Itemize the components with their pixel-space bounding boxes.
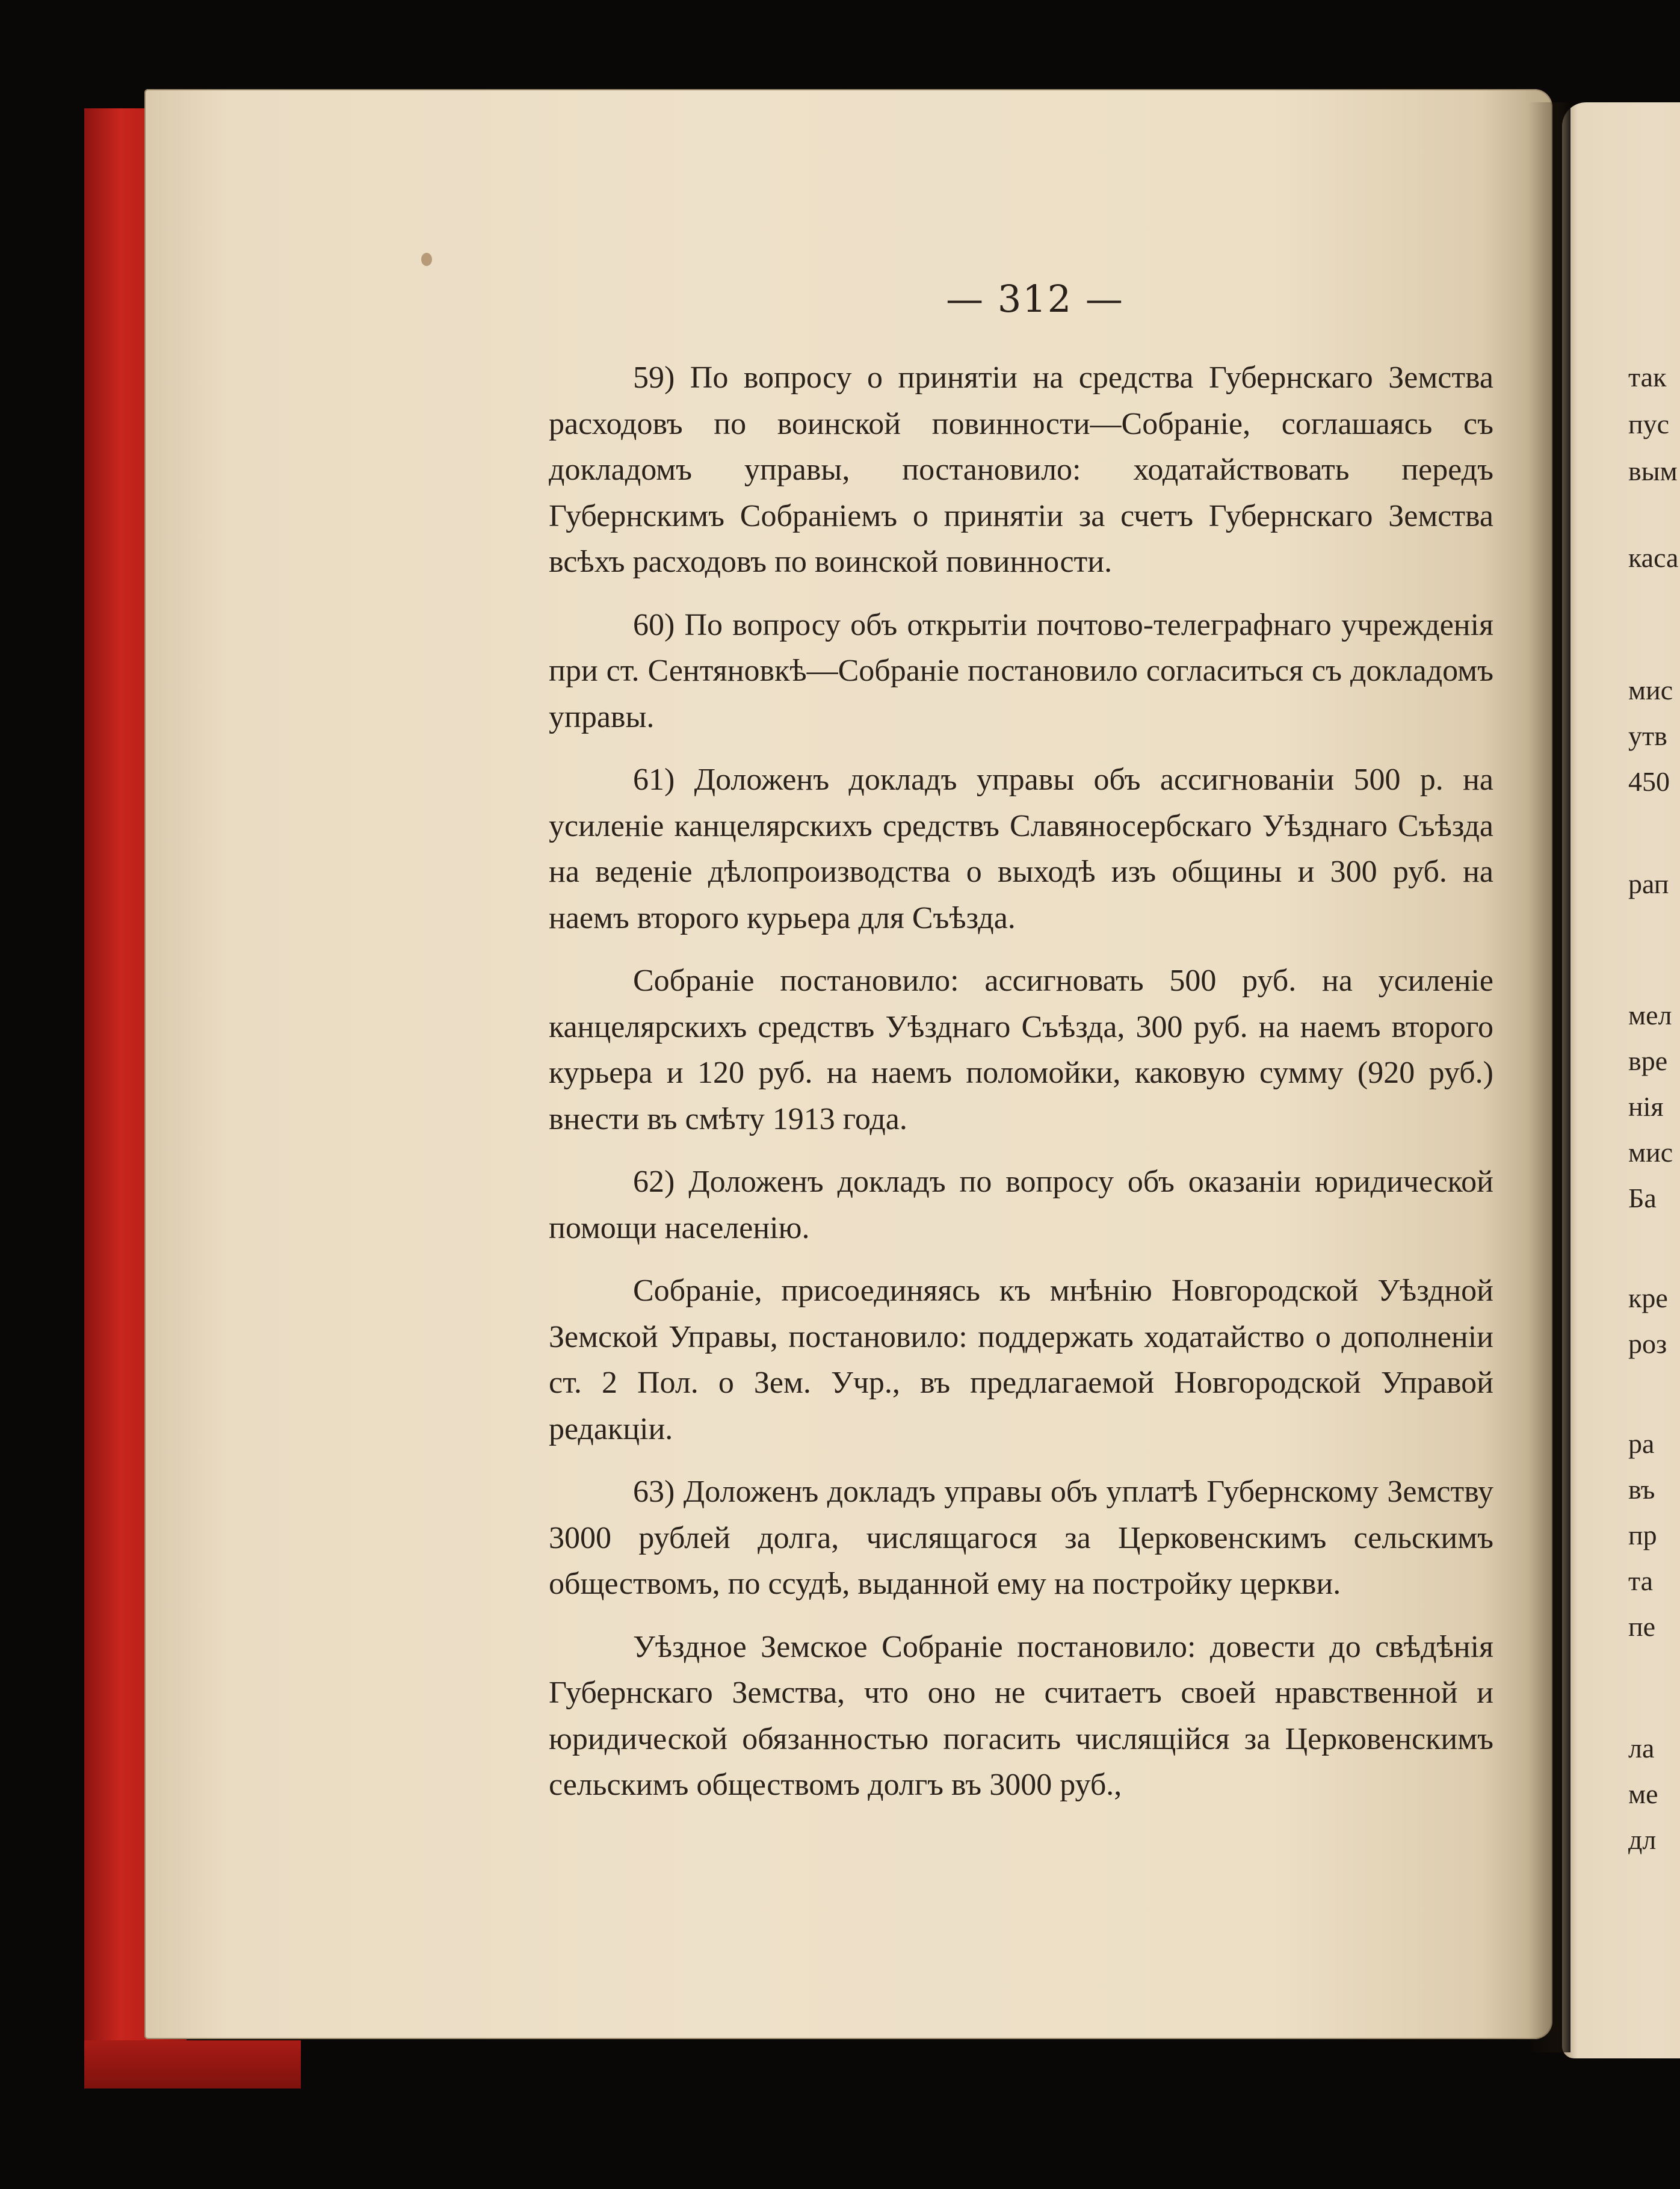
right-fragment: мис — [1628, 1137, 1673, 1168]
red-book-cover-bottom — [84, 2040, 301, 2088]
right-fragment: рап — [1628, 868, 1669, 899]
right-fragment: Ба — [1628, 1183, 1657, 1213]
right-fragment: роз — [1628, 1328, 1667, 1359]
paragraph-60: 60) По вопросу объ открытіи почтово-телеграфнаго учрежденія при ст. Сентяновкѣ—Собраніе постановило согласиться съ докладомъ управы. — [549, 607, 1493, 734]
paragraph-62: 62) Доложенъ докладъ по вопросу объ оказаніи юридической помощи населенію. — [549, 1165, 1493, 1245]
page-text — [549, 355, 1493, 1825]
right-fragment: въ — [1628, 1474, 1655, 1505]
right-fragment: так — [1628, 362, 1667, 392]
right-fragment: 450 — [1628, 766, 1670, 797]
right-fragment: ме — [1628, 1779, 1658, 1809]
paragraph-63-resolution: Уѣздное Земское Собраніе постановило: довести до свѣдѣнія Губернскаго Земства, что оно не считаетъ своей нравственной и юридической обязанностью погасить числящійся за Церковенскимъ сельскимъ обществомъ долгъ въ 3000 руб., — [549, 1629, 1493, 1802]
paragraph-63: 63) Доложенъ докладъ управы объ уплатѣ Губернскому Земству 3000 рублей долга, числящагося за Церковенскимъ сельскимъ обществомъ, по ссудѣ, выданной ему на постройку церкви. — [549, 1475, 1493, 1601]
right-fragment: мел — [1628, 1000, 1672, 1030]
paragraph-59: 59) По вопросу о принятіи на средства Губернскаго Земства расходовъ по воинской повинности—Собраніе, соглашаясь съ докладомъ управы, постановило: ходатайствовать передъ Губернскимъ Собраніемъ о принятіи за счетъ Губернскаго Земства всѣхъ расходовъ по воинской повинности. — [549, 361, 1493, 579]
paragraph-61-resolution: Собраніе постановило: ассигновать 500 руб. на усиленіе канцелярскихъ средствъ Уѣзднаго Съѣзда, 300 руб. на наемъ второго курьера и 120 руб. на наемъ поломойки, каковую сумму (920 руб.) внести въ смѣту 1913 года. — [549, 964, 1493, 1136]
right-fragment: вым — [1628, 456, 1678, 486]
right-fragment: ла — [1628, 1733, 1655, 1763]
right-fragment: каса — [1628, 542, 1679, 573]
right-fragment: пе — [1628, 1611, 1656, 1642]
right-fragment: та — [1628, 1565, 1654, 1596]
paper-stain — [421, 253, 432, 266]
paragraph-62-resolution: Собраніе, присоединяясь къ мнѣнію Новгородской Уѣздной Земской Управы, постановило: поддержать ходатайство о дополненіи ст. 2 Пол. о Зем. Учр., въ предлагаемой Новгородской Управой редакціи. — [549, 1274, 1493, 1446]
right-page — [1562, 102, 1680, 2058]
right-fragment: вре — [1628, 1045, 1668, 1076]
right-fragment: пус — [1628, 409, 1670, 439]
right-fragment: мис — [1628, 675, 1673, 705]
right-fragment: пр — [1628, 1520, 1657, 1550]
right-fragment: нія — [1628, 1091, 1664, 1122]
right-fragment: ра — [1628, 1428, 1655, 1459]
book-gutter — [1528, 102, 1570, 2052]
page-number: — 312 — — [946, 277, 1124, 321]
right-fragment: кре — [1628, 1283, 1668, 1313]
right-fragment: дл — [1628, 1824, 1657, 1855]
paragraph-61: 61) Доложенъ докладъ управы объ ассигнованіи 500 р. на усиленіе канцелярскихъ средствъ Славяносербскаго Уѣзднаго Съѣзда на веденіе дѣлопроизводства о выходѣ изъ общины и 300 руб. на наемъ второго курьера для Съѣзда. — [549, 763, 1493, 935]
right-fragment: утв — [1628, 720, 1667, 751]
